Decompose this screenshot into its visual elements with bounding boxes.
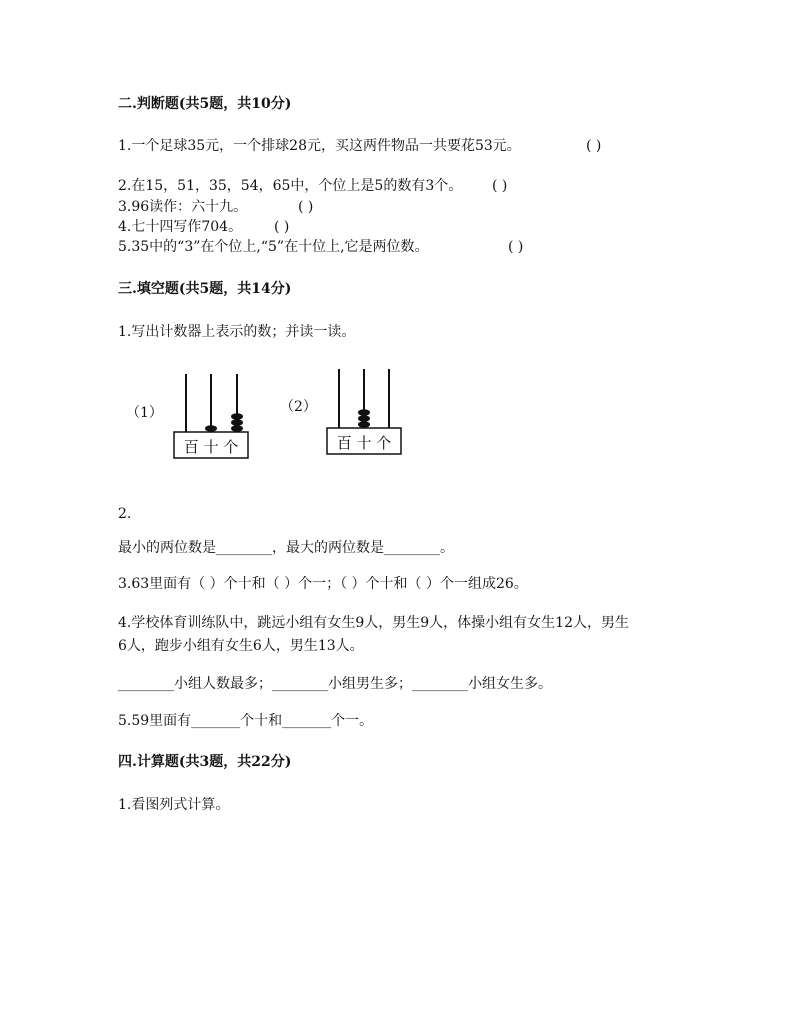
abacus-2-bead-tens [358, 421, 370, 428]
calc-question-1: 1.看图列式计算。 [118, 797, 230, 813]
judge-item-3-answer[interactable]: ( ) [298, 199, 314, 215]
abacus-1-label: （1） [126, 405, 163, 421]
judge-item-4: 4.七十四写作704。 [118, 219, 243, 235]
fill-question-2: 最小的两位数是________，最大的两位数是________。 [118, 540, 454, 556]
judge-item-2: 2.在15，51，35，54，65中，个位上是5的数有3个。 [118, 178, 463, 194]
abacus-2-bead-tens [358, 415, 370, 422]
abacus-2-places: 百 十 个 [336, 434, 392, 452]
fill-question-2-number: 2. [118, 506, 132, 522]
fill-question-1: 1.写出计数器上表示的数；并读一读。 [118, 324, 356, 340]
abacus-2-label: （2） [280, 399, 317, 415]
abacus-1-bead-ones [231, 413, 243, 420]
section-4-heading: 四.计算题(共3题，共22分) [118, 754, 292, 770]
abacus-1-places: 百 十 个 [183, 438, 239, 456]
section-3-heading: 三.填空题(共5题，共14分) [118, 281, 292, 297]
abacus-2 [327, 369, 401, 454]
abacus-1-bead-ones [231, 419, 243, 426]
abacus-1-bead-tens [205, 425, 217, 432]
abacus-1 [174, 374, 248, 458]
judge-item-5-answer[interactable]: ( ) [508, 239, 524, 255]
judge-item-3: 3.96读作：六十九。 [118, 199, 248, 215]
judge-item-4-answer[interactable]: ( ) [274, 219, 290, 235]
fill-question-5: 5.59里面有_______个十和_______个一。 [118, 713, 374, 729]
fill-question-4-line-1: 4.学校体育训练队中，跳远小组有女生9人，男生9人，体操小组有女生12人，男生 [118, 615, 629, 631]
judge-item-2-answer[interactable]: ( ) [492, 178, 508, 194]
fill-question-4-line-2: 6人，跑步小组有女生6人，男生13人。 [118, 638, 364, 654]
abacus-1-bead-ones [231, 425, 243, 432]
judge-item-5: 5.35中的“3”在个位上,“5”在十位上,它是两位数。 [118, 239, 429, 255]
fill-question-4-blanks: ________小组人数最多；________小组男生多；________小组女生多。 [118, 676, 552, 692]
fill-question-3: 3.63里面有（ ）个十和（ ）个一；（ ）个十和（ ）个一组成26。 [118, 576, 528, 592]
judge-item-1: 1.一个足球35元，一个排球28元，买这两件物品一共要花53元。 [118, 138, 521, 154]
judge-item-1-answer[interactable]: ( ) [586, 138, 602, 154]
abacus-2-bead-tens [358, 409, 370, 416]
section-2-heading: 二.判断题(共5题，共10分) [118, 96, 292, 112]
